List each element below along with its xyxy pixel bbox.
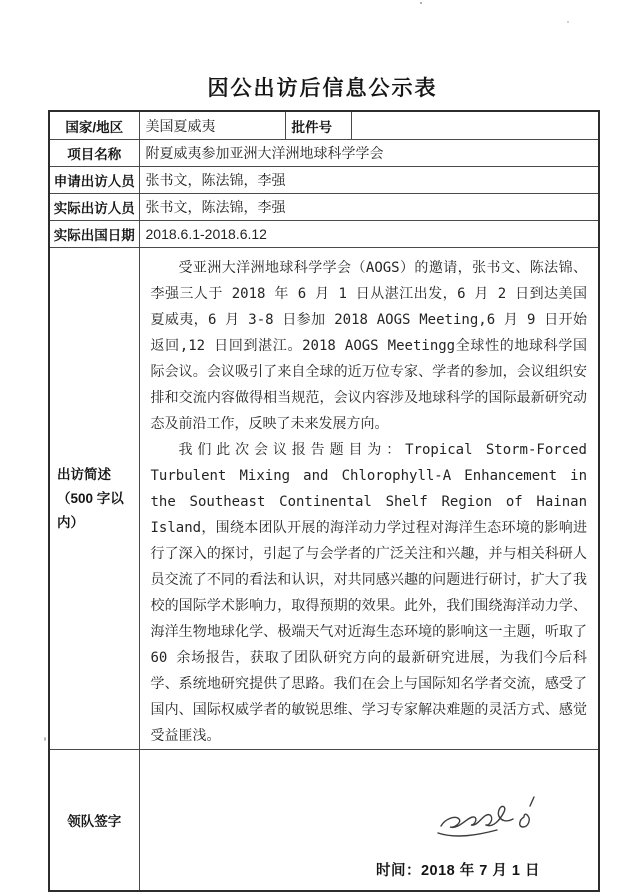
- project-name-value: 附夏威夷参加亚洲大洋洲地球科学学会: [139, 140, 599, 167]
- approval-number-value: [351, 111, 599, 140]
- country-label: 国家/地区: [49, 111, 139, 140]
- signature-date: 时间：2018 年 7 月 1 日: [375, 863, 540, 879]
- table-row-signature: [49, 750, 599, 892]
- travel-dates-label: 实际出国日期: [49, 221, 139, 248]
- scan-speckle: [567, 21, 569, 23]
- document-title: 因公出访后信息公示表: [207, 77, 438, 100]
- disclosure-form-table: [48, 110, 600, 892]
- trip-summary-cell: [139, 248, 599, 750]
- handwritten-signature: [434, 786, 546, 842]
- table-row-country: [49, 111, 599, 140]
- table-row-summary: [49, 248, 599, 750]
- table-row-dates: [49, 221, 599, 248]
- scan-speckle: [420, 2, 422, 4]
- table-row-actual-personnel: [49, 194, 599, 221]
- table-row-applied-personnel: [49, 167, 599, 194]
- trip-summary-paragraph-1: 受亚洲大洋洲地球科学学会（AOGS）的邀请，张书文、陈法锦、李强三人于 2018 年 6 月 1 日从湛江出发，6 月 2 日到达美国夏威夷，6 月 3-8 日参加 2018 AOGS Meeting,6 月 9 日开始返回,12 日回到湛江。2018 AOGS Meetingg全球性的地球科学国际会议。会议吸引了来自全球的近万位专家、学者的参加，会议组织安排和交流内容做得相当规范，会议内容涉及地球科学的国际最新研究动态及前沿工作，反映了未来发展方向。: [150, 260, 587, 432]
- applied-personnel-value: 张书文，陈法锦，李强: [139, 167, 599, 194]
- approval-number-label: 批件号: [285, 111, 351, 140]
- travel-dates-value: 2018.6.1-2018.6.12: [139, 221, 599, 248]
- trip-summary-label-line2: （500 字以内）: [57, 490, 124, 530]
- applied-personnel-label: 申请出访人员: [49, 167, 139, 194]
- trip-summary-text: [151, 255, 588, 749]
- leader-signature-cell: [139, 750, 599, 892]
- actual-personnel-value: 张书文，陈法锦，李强: [139, 194, 599, 221]
- trip-summary-paragraph-2: 我们此次会议报告题目为：Tropical Storm-Forced Turbulent Mixing and Chlorophyll-A Enhancement in the Southeast Continental Shelf Region of Hainan Island，围绕本团队开展的海洋动力学过程对海洋生态环境的影响进行了深入的探讨，引起了与会学者的广泛关注和兴趣，并与相关科研人员交流了不同的看法和认识，对共同感兴趣的问题进行研讨，扩大了我校的国际学术影响力，取得预期的效果。此外，我们围绕海洋动力学、海洋生物地球化学、极端天气对近海生态环境的影响这一主题，听取了 60 余场报告，获取了团队研究方向的最新研究进展，为我们今后科学、系统地研究提供了思路。我们在会上与国际知名学者交流，感受了国内、国际权威学者的敏锐思维、学习专家解决难题的灵活方式、感觉受益匪浅。: [150, 442, 587, 744]
- project-name-label: 项目名称: [49, 140, 139, 167]
- trip-summary-label-line1: 出访简述: [57, 466, 111, 482]
- trip-summary-label: [49, 248, 139, 750]
- country-value: 美国夏威夷: [139, 111, 285, 140]
- actual-personnel-label: 实际出访人员: [49, 194, 139, 221]
- table-row-project: [49, 140, 599, 167]
- scan-speckle: [44, 737, 46, 741]
- leader-signature-label: 领队签字: [49, 750, 139, 892]
